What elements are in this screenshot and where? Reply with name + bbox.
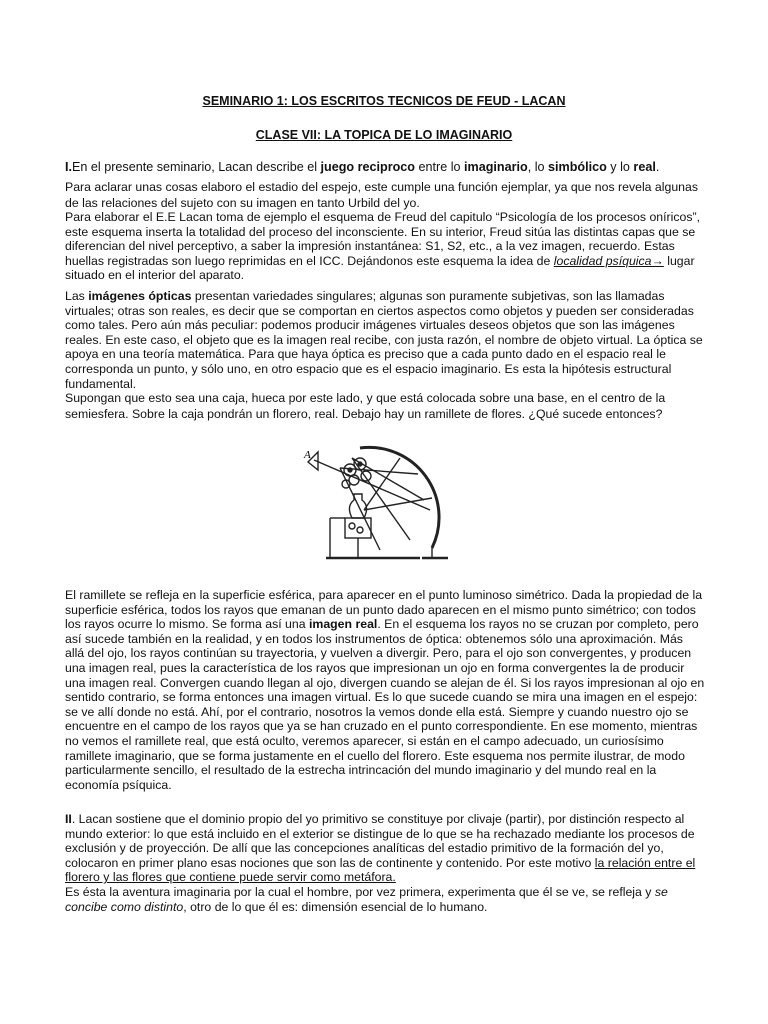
section-marker: II <box>65 812 72 826</box>
paragraph-1: I.En el presente seminario, Lacan describe el juego reciproco entre lo imaginario, lo simbólico y lo real. <box>65 160 660 174</box>
paragraph-2: Para aclarar unas cosas elaboro el estadio del espejo, este cumple una función ejemplar, ya que nos revela algunas de las relaciones del sujeto con su imagen en tanto Urbild del yo. <box>65 180 699 210</box>
paragraph-3: Para elaborar el E.E Lacan toma de ejemplo el esquema de Freud del capitulo “Psicología de los procesos oníricos”, este esquema inserta la totalidad del proceso del inconsciente. En su interior, Freud sitúa las distintas capas que se diferencian del nivel perceptivo, a saber la impresión instantánea: S1, S2, etc., a la vez imagen, recuerdo. Estas huellas registradas son luego reprimidas en el ICC. Dejándonos este esquema la idea de localidad psíquica→ lugar situado en el interior del aparato. <box>65 210 701 283</box>
optical-schema-figure <box>300 440 465 565</box>
paragraph-6: El ramillete se refleja en la superficie esférica, para aparecer en el punto luminoso simétrico. Dada la propiedad de la superficie esférica, todos los rayos que emanan de un punto dado aparecen en el mismo punto simétrico; con todos los rayos ocurre lo mismo. Se forma así una imagen real. En el esquema los rayos no se cruzan por completo, pero así sucede también en la realidad, y en todos los instrumentos de óptica: obtenemos sólo una aproximación. Más allá del ojo, los rayos continúan su trayectoria, y vuelven a divergir. Pero, para el ojo son convergentes, y producen una imagen real, pues la característica de los rayos que impresionan un ojo en forma convergentes la de producir una imagen real. Convergen cuando llegan al ojo, divergen cuando se alejan de él. Si los rayos impresionan al ojo en sentido contrario, se forma entonces una imagen virtual. Es lo que sucede cuando se mira una imagen en el espejo: se ve allí donde no está. Ahí, por el contrario, nosotros la vemos donde ella está. Siempre y cuando nuestro ojo se encuentre en el campo de los rayos que ya se han cruzado en el punto correspondiente. En ese momento, mientras no vemos el ramillete real, que está oculto, veremos aparecer, si están en el campo adecuado, un curiosísimo ramillete imaginario, que se forma justamente en el cuello del florero. Este esquema nos permite ilustrar, de modo particularmente sencillo, el resultado de la estrecha intrincación del mundo imaginario y del mundo real en la economía psíquica. <box>65 588 705 792</box>
document-subtitle: CLASE VII: LA TOPICA DE LO IMAGINARIO <box>255 128 513 142</box>
document-title: SEMINARIO 1: LOS ESCRITOS TECNICOS DE FEUD - LACAN <box>202 94 566 108</box>
section-marker: I. <box>65 160 72 174</box>
paragraph-8: Es ésta la aventura imaginaria por la cual el hombre, por vez primera, experimenta que él se ve, se refleja y se concibe como distinto, otro de lo que él es: dimensión esencial de lo humano. <box>65 885 668 914</box>
paragraph-5: Supongan que esto sea una caja, hueca por este lado, y que está colocada sobre una base, en el centro de la semiesfera. Sobre la caja pondrán un florero, real. Debajo hay un ramillete de flores. ¿Qué sucede entonces? <box>65 391 666 421</box>
paragraph-4: Las imágenes ópticas presentan variedades singulares; algunas son puramente subjetivas, son las llamadas virtuales; otras son reales, es decir que se comportan en ciertos aspectos como objetos y pueden ser consideradas como tales. Pero aún más peculiar: podemos producir imágenes virtuales deseos objetos que son las imágenes reales. En este caso, el objeto que es la imagen real recibe, con justa razón, el nombre de objeto virtual. La óptica se apoya en una teoría matemática. Para que haya óptica es preciso que a cada punto dado en el espacio real le corresponda un punto, y sólo uno, en otro espacio que es el espacio imaginario. Es esta la hipótesis estructural fundamental. <box>65 289 703 391</box>
paragraph-7: II. Lacan sostiene que el dominio propio del yo primitivo se constituye por clivaje (partir), por distinción respecto al mundo exterior: lo que está incluido en el exterior se distingue de lo que se ha rechazado mediante los procesos de exclusión y de proyección. De allí que las concepciones analíticas del estadio primitivo de la formación del yo, colocaron en primer plano esas nociones que son las de continente y contenido. Por este motivo la relación entre el florero y las flores que contiene puede servir como metáfora. <box>65 812 696 885</box>
figure-label: A <box>304 449 311 461</box>
